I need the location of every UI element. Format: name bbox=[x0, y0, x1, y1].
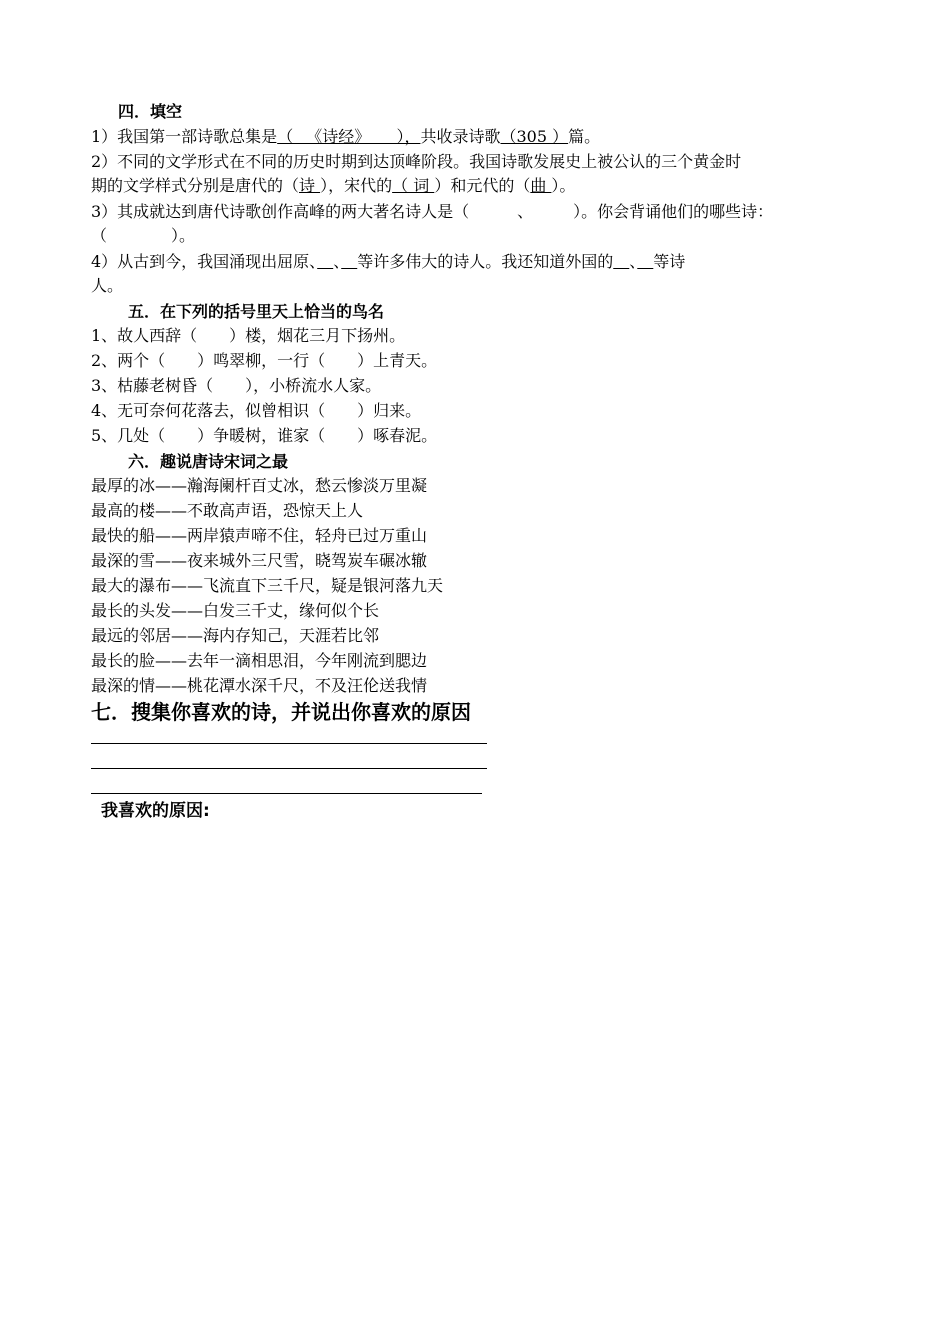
text: 1）我国第一部诗歌总集是 bbox=[91, 127, 278, 146]
list-item: 最长的脸——去年一滴相思泪，今年刚流到腮边 bbox=[91, 651, 428, 670]
reason-label: 我喜欢的原因: bbox=[101, 801, 210, 821]
list-item: 最厚的冰——瀚海阑杆百丈冰，愁云惨淡万里凝 bbox=[91, 476, 428, 495]
question-4-2-line2 bbox=[91, 175, 575, 197]
answer-blank: （ 词 bbox=[392, 176, 435, 195]
list-item: 3、枯藤老树昏（ ），小桥流水人家。 bbox=[91, 376, 382, 395]
question-4-2-line1: 2）不同的文学形式在不同的历史时期到达顶峰阶段。我国诗歌发展史上被公认的三个黄金时 bbox=[91, 152, 742, 171]
section-6-title: 六．趣说唐诗宋词之最 bbox=[128, 452, 289, 471]
list-item: 最长的头发——白发三千丈，缘何似个长 bbox=[91, 601, 380, 620]
text: 4）从古到今，我国涌现出屈原、 bbox=[91, 252, 318, 271]
list-item: 最高的楼——不敢高声语，恐惊天上人 bbox=[91, 501, 364, 520]
list-item: 1、故人西辞（ ）楼，烟花三月下扬州。 bbox=[91, 326, 406, 345]
list-item: 最快的船——两岸猿声啼不住，轻舟已过万重山 bbox=[91, 526, 428, 545]
answer-line bbox=[91, 768, 487, 769]
section-7-title: 七．搜集你喜欢的诗，并说出你喜欢的原因 bbox=[91, 700, 471, 724]
answer-blank: （ 《诗经》 ）， bbox=[277, 127, 421, 146]
list-item: 最深的雪——夜来城外三尺雪，晓驾炭车碾冰辙 bbox=[91, 551, 428, 570]
text: 、 bbox=[629, 252, 638, 271]
text: 等诗 bbox=[653, 252, 686, 271]
answer-blank bbox=[317, 252, 333, 271]
list-item: 最深的情——桃花潭水深千尺，不及汪伦送我情 bbox=[91, 676, 428, 695]
list-item: 最远的邻居——海内存知己，天涯若比邻 bbox=[91, 626, 380, 645]
text: ）。 bbox=[551, 176, 576, 195]
section-4-title: 四．填空 bbox=[118, 102, 183, 121]
answer-blank: 曲 bbox=[530, 176, 552, 195]
question-4-4-line1 bbox=[91, 251, 685, 273]
text: 篇。 bbox=[568, 127, 601, 146]
answer-blank bbox=[341, 252, 357, 271]
list-item: 最大的瀑布——飞流直下三千尺，疑是银河落九天 bbox=[91, 576, 444, 595]
text: ）和元代的（ bbox=[434, 176, 531, 195]
list-item: 2、两个（ ）鸣翠柳，一行（ ）上青天。 bbox=[91, 351, 438, 370]
list-item: 5、几处（ ）争暖树，谁家（ ）啄春泥。 bbox=[91, 426, 438, 445]
answer-line bbox=[91, 743, 487, 744]
answer-blank bbox=[637, 252, 653, 271]
list-item: 4、无可奈何花落去，似曾相识（ ）归来。 bbox=[91, 401, 422, 420]
question-4-4-line2: 人。 bbox=[91, 276, 124, 295]
question-4-3-line2: （ ）。 bbox=[91, 226, 196, 245]
answer-blank bbox=[613, 252, 629, 271]
text: 共收录诗歌 bbox=[420, 127, 501, 146]
section-5-title: 五．在下列的括号里天上恰当的鸟名 bbox=[128, 302, 385, 321]
answer-line bbox=[91, 793, 482, 794]
text: 、 bbox=[333, 252, 342, 271]
answer-blank: （305 ） bbox=[500, 127, 569, 146]
answer-blank: 诗 bbox=[299, 176, 321, 195]
question-4-1 bbox=[91, 126, 600, 148]
text: 期的文学样式分别是唐代的（ bbox=[91, 176, 300, 195]
question-4-3-line1: 3）其成就达到唐代诗歌创作高峰的两大著名诗人是（ 、 ）。你会背诵他们的哪些诗： bbox=[91, 202, 774, 221]
text: ），宋代的 bbox=[320, 176, 393, 195]
text: 等许多伟大的诗人。我还知道外国的 bbox=[357, 252, 614, 271]
